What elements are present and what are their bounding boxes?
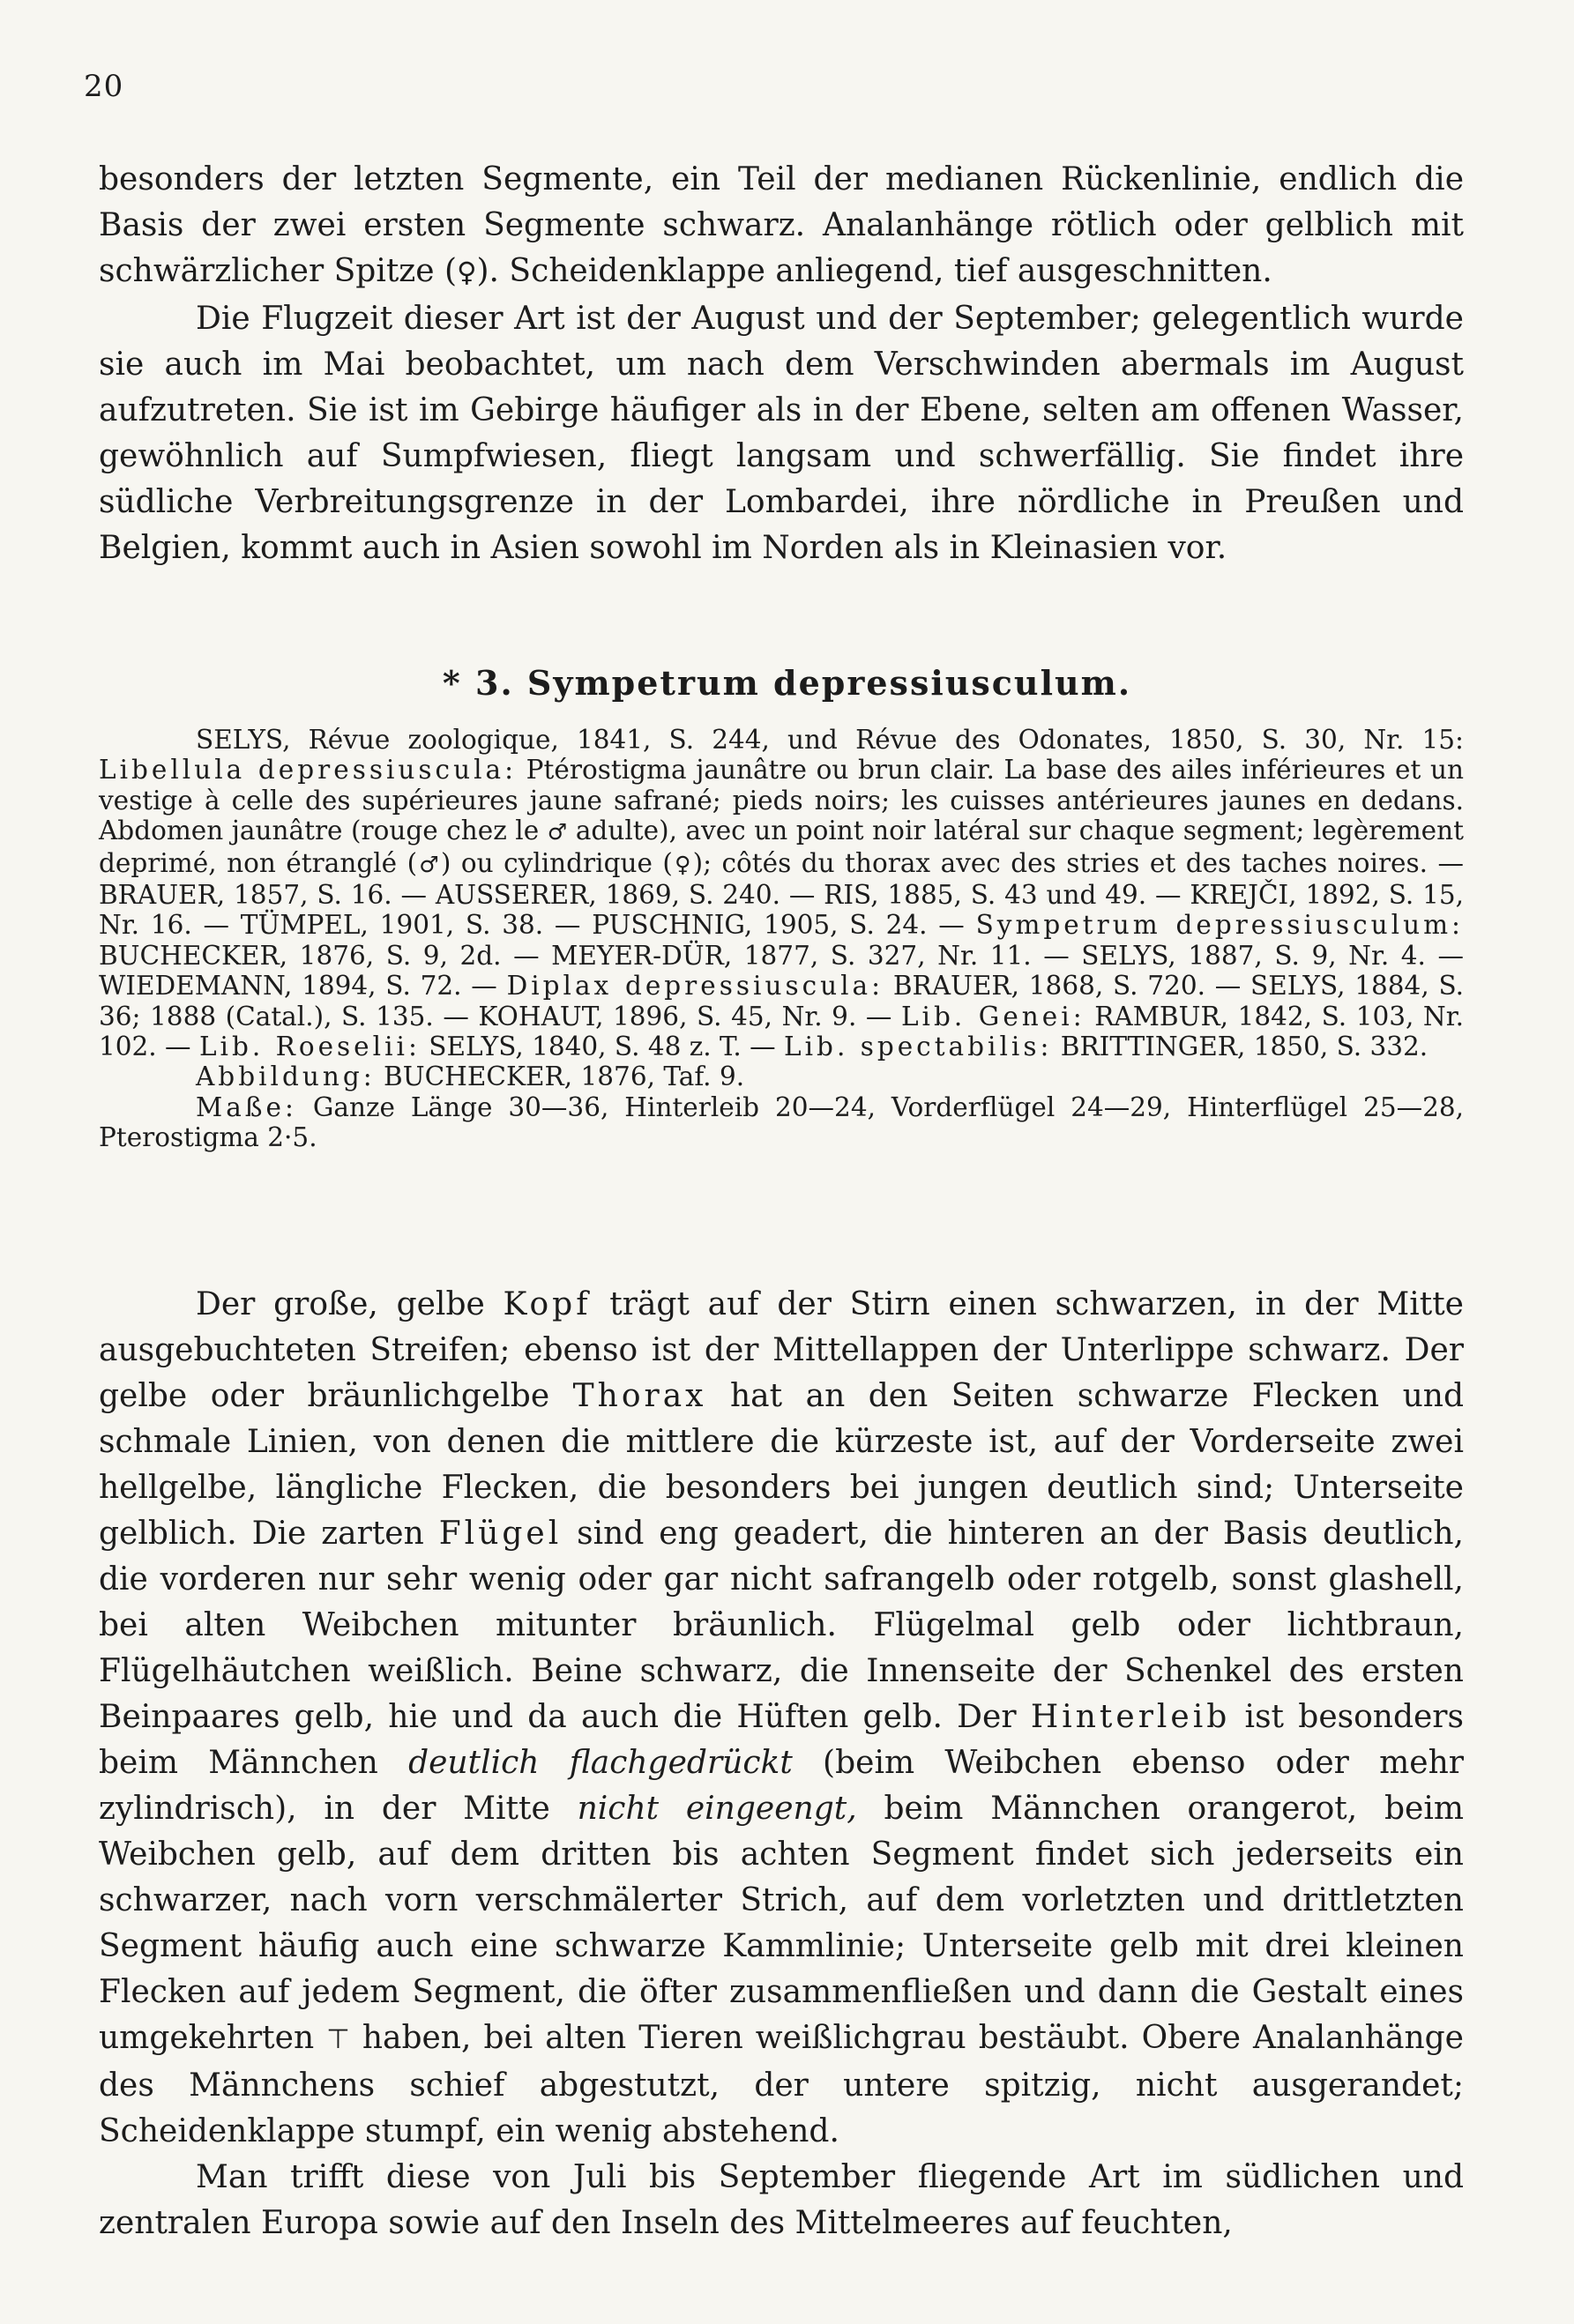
female-symbol-icon: ♀: [457, 257, 477, 288]
term-fluegel: Flügel: [438, 1516, 563, 1552]
measurements: Maße: Ganze Länge 30—36, Hinterleib 20—24, Vorderflügel 24—29, Hinterflügel 25—28, Pterostigma 2·5.: [99, 1091, 1464, 1153]
synonymy-paragraph: SELYS, Révue zoologique, 1841, S. 244, und Révue des Odonates, 1850, S. 30, Nr. 15: Libellula depressiuscula: Ptérostigma jaunâtre ou brun clair. La base des ailes inférieures et un vestige à celle des supérieures jaune safrané; pieds noirs; les cuisses antérieures jaunes en dedans. Abdomen jaunâtre (rouge chez le ♂ adulte), avec un point noir latéral sur chaque segment; legèrement deprimé, non étranglé (♂) ou cylindrique (♀); côtés du thorax avec des stries et des taches noires. — BRAUER, 1857, S. 16. — AUSSERER, 1869, S. 240. — RIS, 1885, S. 43 und 49. — KREJČI, 1892, S. 15, Nr. 16. — TÜMPEL, 1901, S. 38. — PUSCHNIG, 1905, S. 24. — Sympetrum depressiusculum: BUCHECKER, 1876, S. 9, 2d. — MEYER-DÜR, 1877, S. 327, Nr. 11. — SELYS, 1887, S. 9, Nr. 4. — WIEDEMANN, 1894, S. 72. — Diplax depressiuscula: BRAUER, 1868, S. 720. — SELYS, 1884, S. 36; 1888 (Catal.), S. 135. — KOHAUT, 1896, S. 45, Nr. 9. — Lib. Genei: RAMBUR, 1842, S. 103, Nr. 102. — Lib. Roeselii: SELYS, 1840, S. 48 z. T. — Lib. spectabilis: BRITTINGER, 1850, S. 332.: [99, 725, 1465, 1062]
intro-paragraph-1: besonders der letzten Segmente, ein Teil der medianen Rückenlinie, endlich die Basis der zwei ersten Segmente schwarz. Analanhänge rötlich oder gelblich mit schwärzlicher Spitze (♀). Scheidenklappe anliegend, tief ausgeschnitten.: [99, 161, 1464, 289]
male-symbol-icon: ♂: [417, 851, 441, 877]
term-kopf: Kopf: [503, 1286, 592, 1322]
term-thorax: Thorax: [572, 1378, 707, 1414]
species-name: Sympetrum depressiusculum.: [526, 663, 1132, 703]
species-heading: [0, 663, 1574, 703]
illustration-reference: Abbildung: BUCHECKER, 1876, Taf. 9.: [196, 1061, 745, 1092]
intro-paragraph-2: Die Flugzeit dieser Art ist der August und der September; gelegentlich wurde sie auch im Mai beobachtet, um nach dem Verschwinden abermals im August aufzutreten. Sie ist im Gebirge häufiger als in der Ebene, selten am offenen Wasser, gewöhnlich auf Sumpfwiesen, fliegt langsam und schwerfällig. Sie findet ihre südliche Verbreitungsgrenze in der Lombardei, ihre nördliche in Preußen und Belgien, kommt auch in Asien sowohl im Norden als in Kleinasien vor.: [99, 301, 1464, 566]
inverted-t-symbol-icon: ⊤: [326, 2024, 350, 2055]
description-paragraph-1: Der große, gelbe Kopf trägt auf der Stirn einen schwarzen, in der Mitte ausgebuchteten Streifen; ebenso ist der Mittellappen der Unterlippe schwarz. Der gelbe oder bräunlichgelbe Thorax hat an den Seiten schwarze Flecken und schmale Linien, von denen die mittlere die kürzeste ist, auf der Vorderseite zwei hellgelbe, längliche Flecken, die besonders bei jungen deutlich sind; Unterseite gelblich. Die zarten Flügel sind eng geadert, die hinteren an der Basis deutlich, die vorderen nur sehr wenig oder gar nicht safrangelb oder rotgelb, sonst glashell, bei alten Weibchen mitunter bräunlich. Flügelmal gelb oder lichtbraun, Flügelhäutchen weißlich. Beine schwarz, die Innenseite der Schenkel des ersten Beinpaares gelb, hie und da auch die Hüften gelb. Der Hinterleib ist besonders beim Männchen deutlich flachgedrückt (beim Weibchen ebenso oder mehr zylindrisch), in der Mitte nicht eingeengt, beim Männchen orangerot, beim Weibchen gelb, auf dem dritten bis achten Segment findet sich jederseits ein schwarzer, nach vorn verschmälerter Strich, auf dem vorletzten und drittletzten Segment häufig auch eine schwarze Kammlinie; Unterseite gelb mit drei kleinen Flecken auf jedem Segment, die öfter zusammenfließen und dann die Gestalt eines umgekehrten ⊤ haben, bei alten Tieren weißlichgrau bestäubt. Obere Analanhänge des Männchens schief abgestutzt, der untere spitzig, nicht ausgerandet; Scheidenklappe stumpf, ein wenig abstehend.: [99, 1286, 1464, 2149]
synonymy-block: [99, 725, 1464, 1153]
description-text: [99, 1282, 1464, 2246]
female-symbol-icon: ♀: [672, 851, 693, 877]
male-symbol-icon: ♂: [547, 819, 568, 845]
term-hinterleib: Hinterleib: [1030, 1699, 1231, 1735]
page-number: 20: [84, 69, 124, 104]
asterisk: *: [442, 663, 476, 703]
intro-text: [99, 157, 1464, 571]
description-paragraph-2: Man trifft diese von Juli bis September fliegende Art im südlichen und zentralen Europa sowie auf den Inseln des Mittelmeeres auf feuchten,: [99, 2159, 1464, 2241]
species-number: 3.: [475, 663, 514, 703]
